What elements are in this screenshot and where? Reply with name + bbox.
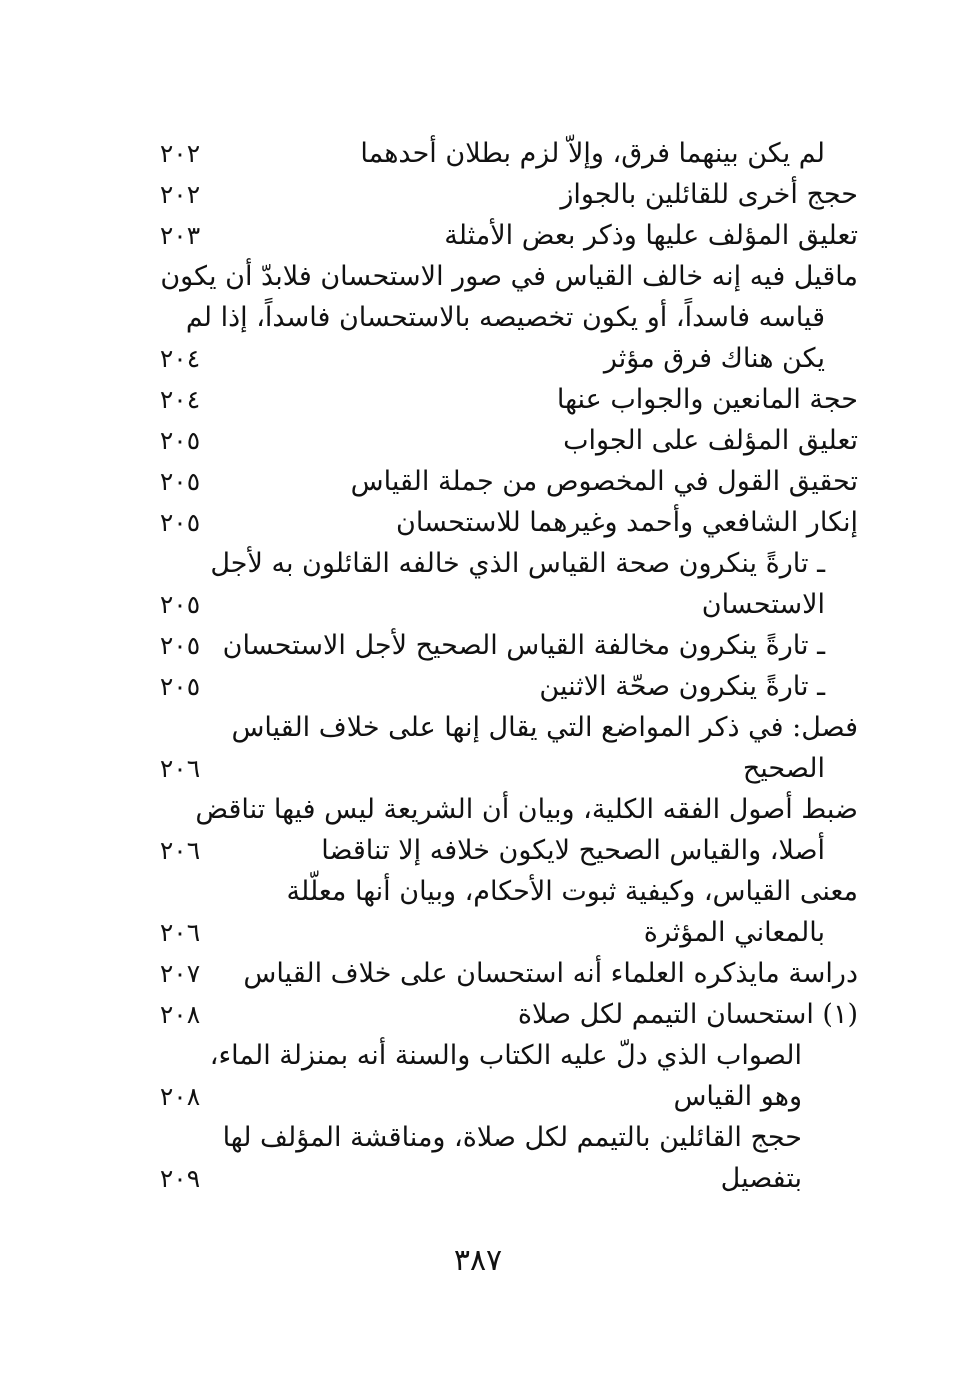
- toc-entry-text-line: يكن هناك فرق مؤثر: [603, 343, 825, 374]
- toc-entry-text-line: ضبط أصول الفقه الكلية، وبيان أن الشريعة ليس فيها تناقض: [195, 794, 858, 825]
- toc-entry-text-line: بالمعاني المؤثرة: [643, 917, 825, 948]
- toc-entry-text-line: حجج القائلين بالتيمم لكل صلاة، ومناقشة المؤلف لها: [222, 1122, 802, 1153]
- toc-entry-text-line: إنكار الشافعي وأحمد وغيرهما للاستحسان: [396, 507, 858, 538]
- toc-entry-page-number: ٢٠٥: [159, 631, 201, 660]
- toc-entry: [130, 461, 870, 502]
- toc-entry-text-line: قياسه فاسداً، أو يكون تخصيصه بالاستحسان فاسداً، إذا لم: [185, 302, 825, 333]
- toc-entry-page-number: ٢٠٧: [159, 959, 201, 988]
- toc-entry: [130, 379, 870, 420]
- toc-entry-text-line: ـ تارةً ينكرون صحّة الاثنين: [539, 671, 825, 702]
- toc-entry-text-line: لم يكن بينهما فرق، وإلاّ لزم بطلان أحدهما: [360, 138, 825, 169]
- toc-entry-page-number: ٢٠٥: [159, 426, 201, 455]
- toc-entry-page-number: ٢٠٣: [159, 221, 201, 250]
- toc-entry: [130, 256, 870, 379]
- toc-entry-page-number: ٢٠٨: [159, 1000, 201, 1029]
- toc-entry-text-line: حجج أخرى للقائلين بالجواز: [560, 179, 858, 210]
- toc-entry-text-line: تعليق المؤلف على الجواب: [563, 425, 858, 456]
- toc-entry: [130, 420, 870, 461]
- toc-entry-text-line: وهو القياس: [673, 1081, 802, 1112]
- toc-entry-page-number: ٢٠٦: [159, 754, 201, 783]
- toc-entry: [130, 502, 870, 543]
- toc-entry: [130, 871, 870, 953]
- toc-entry: [130, 789, 870, 871]
- toc-entry-text-line: ـ تارةً ينكرون مخالفة القياس الصحيح لأجل الاستحسان: [222, 630, 825, 661]
- toc-entry-page-number: ٢٠٢: [159, 139, 201, 168]
- toc-entry-page-number: ٢٠٩: [159, 1164, 201, 1193]
- toc-entry-page-number: ٢٠٥: [159, 508, 201, 537]
- toc-entry: [130, 215, 870, 256]
- table-of-contents: [130, 133, 870, 1199]
- toc-entry: [130, 133, 870, 174]
- toc-entry-page-number: ٢٠٥: [159, 672, 201, 701]
- toc-entry-page-number: ٢٠٤: [159, 385, 201, 414]
- toc-entry-page-number: ٢٠٨: [159, 1082, 201, 1111]
- toc-entry-text-line: معنى القياس، وكيفية ثبوت الأحكام، وبيان أنها معلّلة: [286, 876, 858, 907]
- toc-entry: [130, 174, 870, 215]
- toc-entry: [130, 625, 870, 666]
- toc-entry: [130, 1035, 870, 1117]
- toc-entry-text-line: الصواب الذي دلّ عليه الكتاب والسنة أنه بمنزلة الماء،: [209, 1040, 802, 1071]
- toc-entry-page-number: ٢٠٦: [159, 836, 201, 865]
- toc-entry: [130, 666, 870, 707]
- toc-entry-text-line: بتفصيل: [720, 1163, 802, 1194]
- toc-entry-text-line: تعليق المؤلف عليها وذكر بعض الأمثلة: [444, 220, 858, 251]
- toc-entry-text-line: (١) استحسان التيمم لكل صلاة: [517, 999, 858, 1030]
- toc-entry-page-number: ٢٠٦: [159, 918, 201, 947]
- toc-entry-page-number: ٢٠٥: [159, 590, 201, 619]
- page-number: ٣٨٧: [453, 1243, 503, 1278]
- toc-entry: [130, 1117, 870, 1199]
- toc-entry-text-line: دراسة مايذكره العلماء أنه استحسان على خلاف القياس: [243, 958, 858, 989]
- toc-entry: [130, 953, 870, 994]
- toc-entry-text-line: ماقيل فيه إنه خالف القياس في صور الاستحسان فلابدّ أن يكون: [160, 261, 858, 292]
- toc-entry-text-line: أصلا، والقياس الصحيح لايكون خلافه إلا تناقضا: [321, 835, 825, 866]
- toc-entry-text-line: الصحيح: [742, 753, 825, 784]
- toc-entry-text-line: فصل: في ذكر المواضع التي يقال إنها على خلاف القياس: [231, 712, 858, 743]
- toc-entry-text-line: تحقيق القول في المخصوص من جملة القياس: [350, 466, 858, 497]
- toc-entry-page-number: ٢٠٤: [159, 344, 201, 373]
- toc-entry: [130, 994, 870, 1035]
- toc-entry-page-number: ٢٠٢: [159, 180, 201, 209]
- toc-entry-text-line: الاستحسان: [701, 589, 825, 620]
- toc-entry-text-line: حجة المانعين والجواب عنها: [556, 384, 858, 415]
- toc-entry: [130, 707, 870, 789]
- toc-entry: [130, 543, 870, 625]
- toc-entry-page-number: ٢٠٥: [159, 467, 201, 496]
- toc-entry-text-line: ـ تارةً ينكرون صحة القياس الذي خالفه القائلون به لأجل: [210, 548, 825, 579]
